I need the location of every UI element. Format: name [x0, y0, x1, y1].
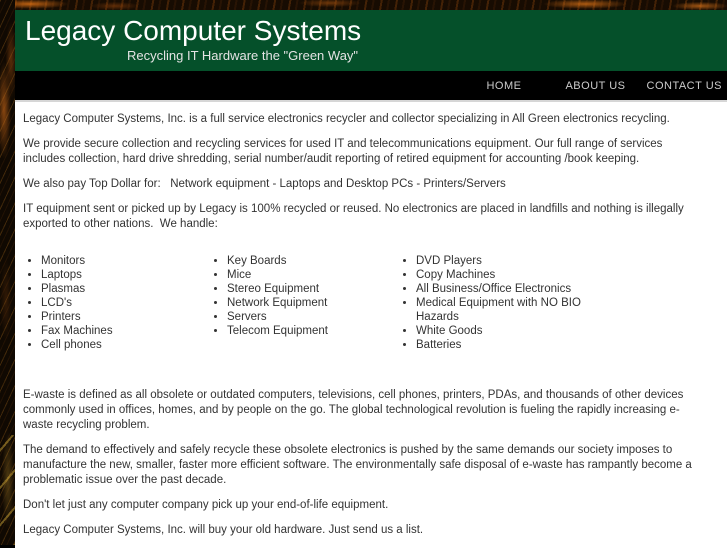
list-item: • Laptops: [41, 268, 209, 282]
buy-hardware-paragraph: Legacy Computer Systems, Inc. will buy your old hardware. Just send us a list.: [23, 524, 424, 536]
site-container: [15, 10, 727, 545]
list-item: • Cell phones: [41, 338, 209, 352]
list-item: • Copy Machines: [416, 268, 616, 282]
ewaste-definition-paragraph: E-waste is defined as all obsolete or outdated computers, televisions, cell phones, printers, PDAs, and thousands of other devices commonly used in offices, homes, and by people on the go. The global technological revolution is fueling the rapidly increasing e-waste recycling problem.: [23, 389, 687, 431]
nav-link-about[interactable]: ABOUT US: [565, 79, 626, 92]
masthead: [15, 10, 727, 71]
equipment-lists: [23, 254, 707, 352]
nav-bar: [15, 71, 727, 102]
dont-let-paragraph: Don't let just any computer company pick up your end-of-life equipment.: [23, 499, 389, 511]
services-paragraph: We provide secure collection and recycling services for used IT and telecommunications equipment. Our full range of services includes collection, hard drive shredding, serial number/audit reporting of retired equipment for accounting /book keeping.: [23, 138, 666, 165]
list-item: • Servers: [227, 310, 398, 324]
list-item: • Stereo Equipment: [227, 282, 398, 296]
list-item: • Printers: [41, 310, 209, 324]
nav-link-home[interactable]: HOME: [486, 79, 522, 92]
site-tagline: Recycling IT Hardware the "Green Way": [127, 48, 359, 63]
list-item: • LCD's: [41, 296, 209, 310]
list-item: • DVD Players: [416, 254, 616, 268]
list-item: • Telecom Equipment: [227, 324, 398, 338]
top-dollar-paragraph: We also pay Top Dollar for: Network equipment - Laptops and Desktop PCs - Printers/Servers: [23, 178, 506, 190]
list-item: • Monitors: [41, 254, 209, 268]
list-item: • Fax Machines: [41, 324, 209, 338]
site-title: Legacy Computer Systems: [25, 15, 362, 46]
list-item: • Key Boards: [227, 254, 398, 268]
content-area: [15, 102, 727, 548]
recycled-paragraph: IT equipment sent or picked up by Legacy is 100% recycled or reused. No electronics are placed in landfills and nothing is illegally exported to other nations. We handle:: [23, 203, 687, 230]
list-item: • Batteries: [416, 338, 616, 352]
equipment-column-1: [23, 254, 209, 352]
background-ember-texture-top: [0, 0, 727, 10]
list-item: • Mice: [227, 268, 398, 282]
list-item: • Plasmas: [41, 282, 209, 296]
list-item: • Network Equipment: [227, 296, 398, 310]
intro-paragraph: Legacy Computer Systems, Inc. is a full service electronics recycler and collector specializing in All Green electronics recycling.: [23, 113, 670, 125]
equipment-column-3: [398, 254, 616, 352]
nav-link-contact[interactable]: CONTACT US: [646, 79, 722, 92]
background-gold-streaks: [0, 435, 15, 545]
demand-paragraph: The demand to effectively and safely recycle these obsolete electronics is pushed by the same demands our society imposes to manufacture the new, smaller, faster more efficient software. The environmentally safe disposal of e-waste has rampantly become a problematic issue over the past decade.: [23, 444, 696, 486]
equipment-column-2: [209, 254, 398, 352]
list-item: • White Goods: [416, 324, 616, 338]
list-item: • Medical Equipment with NO BIO Hazards: [416, 296, 616, 324]
list-item: • All Business/Office Electronics: [416, 282, 616, 296]
